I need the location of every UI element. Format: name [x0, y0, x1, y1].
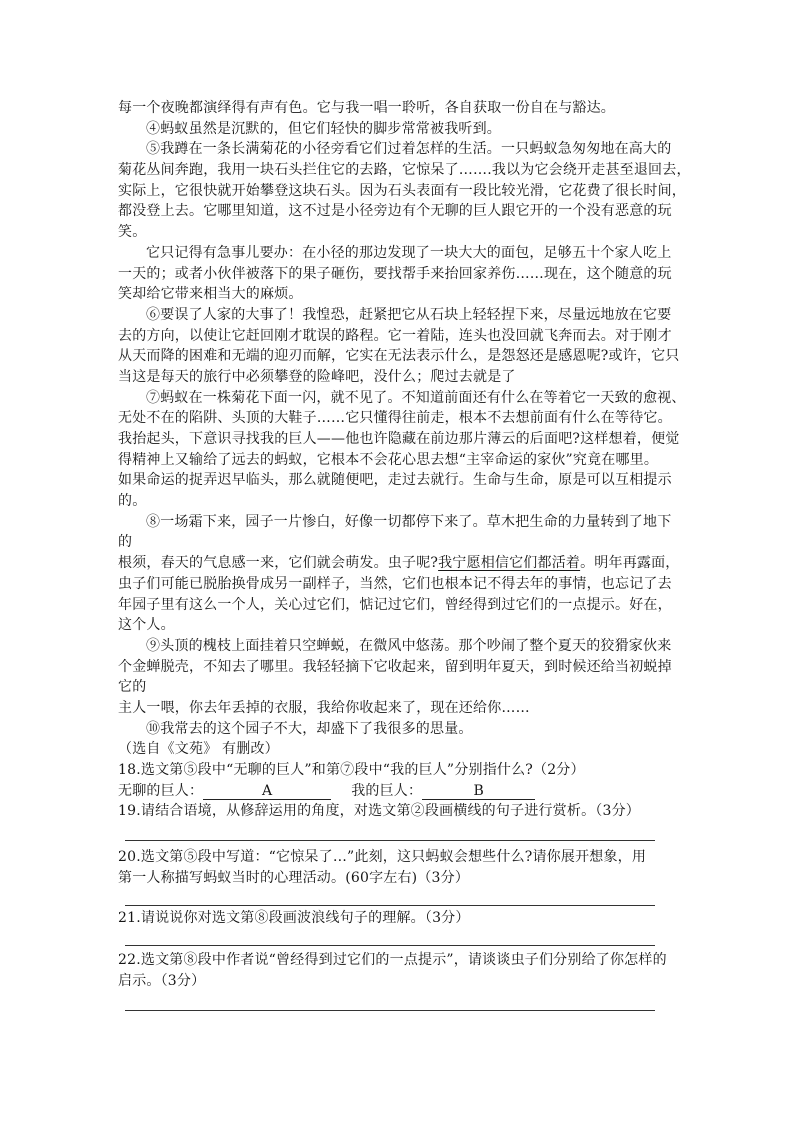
wavy-underlined-sentence: 我宁愿相信它们都活着 [438, 555, 581, 572]
paragraph-8-start: ⑧一场霜下来，园子一片惨白，好像一切都停下来了。草木把生命的力量转到了地下 [146, 513, 672, 530]
passage-line: 年园子里有这么一个人，关心过它们，惦记过它们，曾经得到过它们的一点提示。好在， [118, 596, 672, 613]
paragraph-6-start: ⑥要误了人家的大事了！我惶恐，赶紧把它从石块上轻轻捏下来，尽量远地放在它要 [146, 306, 672, 323]
passage-line: 个金蝉脱壳，不知去了哪里。我轻轻摘下它收起来，留到明年夏天，到时候还给当初蜕掉 [118, 658, 672, 675]
passage-line: 从天而降的困难和无端的迎刃而解，它实在无法表示什么，是怨怒还是感恩呢?或许，它只 [118, 348, 680, 365]
paragraph-4-start: ④蚂蚁虽然是沉默的，但它们轻快的脚步常常被我听到。 [146, 120, 501, 137]
passage-line: 去的方向，以使让它赶回刚才耽误的路程。它一着陆，连头也没回就飞奔而去。对于刚才 [118, 327, 672, 344]
passage-line-with-wavy-mark [118, 553, 718, 574]
answer-line-19 [125, 840, 655, 841]
passage-line: 主人一喂，你去年丢掉的衣服，我给你收起来了，现在还给你…… [118, 699, 530, 716]
question-22-line-2: 启示。（3分） [118, 972, 206, 989]
question-22-line-1: 22.选文第⑧段中作者说“曾经得到过它们的一点提示”，请谈谈虫子们分别给了你怎样的 [118, 952, 667, 968]
passage-line: 当这是每天的旅行中必须攀登的险峰吧，没什么；爬过去就是了 [118, 368, 516, 385]
passage-line: 这个人。 [118, 617, 175, 634]
paragraph-10-start: ⑩我常去的这个园子不大，却盛下了我很多的思量。 [146, 720, 473, 737]
line-text-before: 根须，春天的气息感一来，它们就会萌发。虫子呢? [118, 555, 439, 572]
question-20-line-1: 20.选文第⑤段中写道：“它惊呆了…”此刻，这只蚂蚁会想些什么?请你展开想象，用 [118, 849, 647, 865]
answer-line-20 [125, 905, 655, 906]
passage-line: 每一个夜晚都演绎得有声有色。它与我一唱一聆听，各自获取一份自在与豁达。 [118, 100, 615, 116]
passage-line: 实际上，它很快就开始攀登这块石头。因为石头表面有一段比较光滑，它花费了很长时间， [118, 182, 686, 199]
reading-passage [118, 98, 718, 822]
passage-line: 得精神上又输给了远去的蚂蚁，它根本不会花心思去想“主宰命运的家伙”究竟在哪里。 [118, 451, 659, 468]
passage-line: 如果命运的捉弄迟早临头，那么就随便吧，走过去就行。生命与生命，原是可以互相提示 [118, 472, 672, 489]
question-20-line-2: 第一人称描写蚂蚁当时的心理活动。(60字左右)（3分） [118, 869, 470, 886]
question-22 [118, 950, 667, 991]
paragraph-9-start: ⑨头顶的槐枝上面挂着只空蝉蜕，在微风中悠荡。那个吵闹了整个夏天的狡猾家伙来 [146, 637, 672, 654]
passage-line: 一天的；或者小伙伴被落下的果子砸伤，要找帮手来抬回家养伤……现在，这个随意的玩 [118, 265, 672, 282]
passage-line: 笑。 [118, 224, 147, 241]
paragraph-5-start: ⑤我蹲在一条长满菊花的小径旁看它们过着怎样的生活。一只蚂蚁急匆匆地在高大的 [146, 141, 672, 158]
answer-b-blank: B [422, 783, 535, 800]
passage-line: 无处不在的陷阱、头顶的大鞋子……它只懂得往前走，根本不去想前面有什么在等待它。 [118, 410, 672, 427]
answer-line-21 [125, 945, 655, 946]
answer-a-blank: A [203, 783, 331, 800]
question-21: 21.请说说你对选文第⑧段画波浪线句子的理解。（3分） [118, 910, 470, 926]
passage-line: 虫子们可能已脱胎换骨成另一副样子，当然，它们也根本记不得去年的事情，也忘记了去 [118, 575, 672, 592]
passage-line: 我抬起头，下意识寻找我的巨人——他也许隐藏在前边那片薄云的后面吧?这样想着，便觉 [118, 431, 680, 447]
question-18: 18.选文第⑤段中“无聊的巨人”和第⑦段中“我的巨人”分别指什么?（2分） [118, 762, 585, 778]
paragraph-start: 它只记得有急事儿要办：在小径的那边发现了一块大大的面包，足够五十个家人吃上 [146, 244, 672, 261]
answer-a-label: 无聊的巨人： [118, 782, 204, 799]
answer-line-22 [125, 1010, 655, 1011]
source-note: （选自《文苑》 有删改） [118, 741, 279, 758]
passage-line: 都没登上去。它哪里知道，这不过是小径旁边有个无聊的巨人跟它开的一个没有恶意的玩 [118, 203, 672, 220]
question-19: 19.请结合语境，从修辞运用的角度，对选文第②段画横线的句子进行赏析。（3分） [118, 803, 640, 820]
answer-b-label: 我的巨人： [351, 782, 423, 799]
question-20 [118, 847, 646, 888]
passage-line: 它的 [118, 679, 147, 696]
passage-line: 笑却给它带来相当大的麻烦。 [118, 286, 303, 303]
passage-line: 的。 [118, 493, 147, 510]
paragraph-7-start: ⑦蚂蚁在一株菊花下面一闪，就不见了。不知道前面还有什么在等着它一天致的愈视、 [146, 389, 686, 406]
passage-line: 的 [118, 534, 133, 551]
passage-line: 菊花丛间奔跑，我用一块石头拦住它的去路，它惊呆了…….我以为它会绕开走甚至退回去， [118, 162, 691, 179]
question-18-answers [118, 781, 718, 802]
line-text-after: 。明年再露面， [580, 555, 680, 572]
